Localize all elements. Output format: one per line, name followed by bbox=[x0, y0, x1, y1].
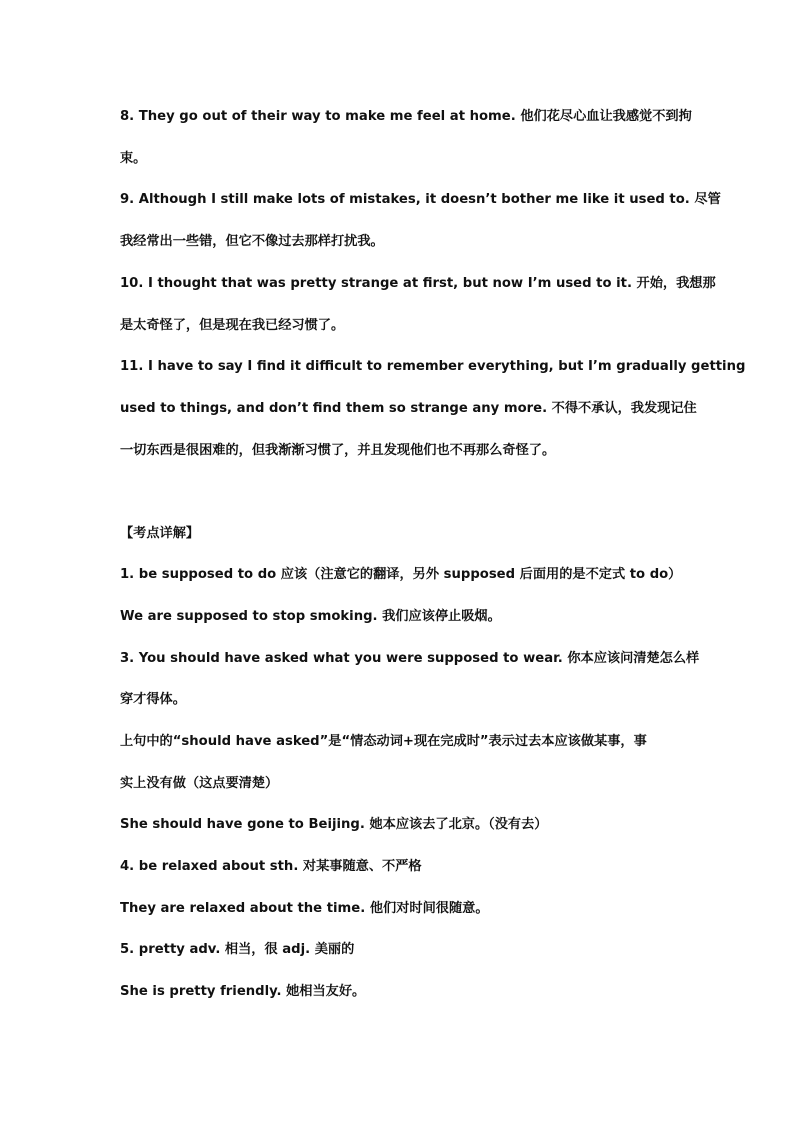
point-5: 5. pretty adv. 相当，很 adj. 美丽的 bbox=[120, 942, 355, 957]
point-4: 4. be relaxed about sth. 对某事随意、不严格 bbox=[120, 859, 422, 874]
text-line-10: 10. I thought that was pretty strange at first, but now I’m used to it. 开始，我想那 bbox=[120, 276, 716, 291]
point-3-cont: 穿才得体。 bbox=[120, 692, 186, 707]
point-3-example: She should have gone to Beijing. 她本应该去了北京。（没有去） bbox=[120, 817, 548, 832]
point-5-example: She is pretty friendly. 她相当友好。 bbox=[120, 984, 366, 999]
point-3: 3. You should have asked what you were supposed to wear. 你本应该问清楚怎么样 bbox=[120, 651, 700, 666]
text-line-11: 11. I have to say I find it difficult to remember everything, but I’m gradually getting bbox=[120, 359, 746, 374]
text-line-9: 9. Although I still make lots of mistakes, it doesn’t bother me like it used to. 尽管 bbox=[120, 192, 721, 207]
point-3-explanation-cont: 实上没有做（这点要清楚） bbox=[120, 776, 279, 791]
point-4-example: They are relaxed about the time. 他们对时间很随意。 bbox=[120, 901, 489, 916]
text-line-11-cont-2: 一切东西是很困难的，但我渐渐习惯了，并且发现他们也不再那么奇怪了。 bbox=[120, 443, 556, 458]
point-1-example: We are supposed to stop smoking. 我们应该停止吸烟。 bbox=[120, 609, 501, 624]
text-line-8: 8. They go out of their way to make me feel at home. 他们花尽心血让我感觉不到拘 bbox=[120, 109, 692, 124]
text-line-10-cont: 是太奇怪了，但是现在我已经习惯了。 bbox=[120, 318, 345, 333]
point-1: 1. be supposed to do 应该（注意它的翻译，另外 supposed 后面用的是不定式 to do） bbox=[120, 567, 682, 582]
text-line-8-cont: 束。 bbox=[120, 151, 147, 166]
text-line-9-cont: 我经常出一些错，但它不像过去那样打扰我。 bbox=[120, 234, 384, 249]
section-heading: 【考点详解】 bbox=[120, 526, 200, 541]
text-line-11-cont-1: used to things, and don’t find them so strange any more. 不得不承认，我发现记住 bbox=[120, 401, 697, 416]
point-3-explanation: 上句中的“should have asked”是“情态动词+现在完成时”表示过去本应该做某事，事 bbox=[120, 734, 647, 749]
